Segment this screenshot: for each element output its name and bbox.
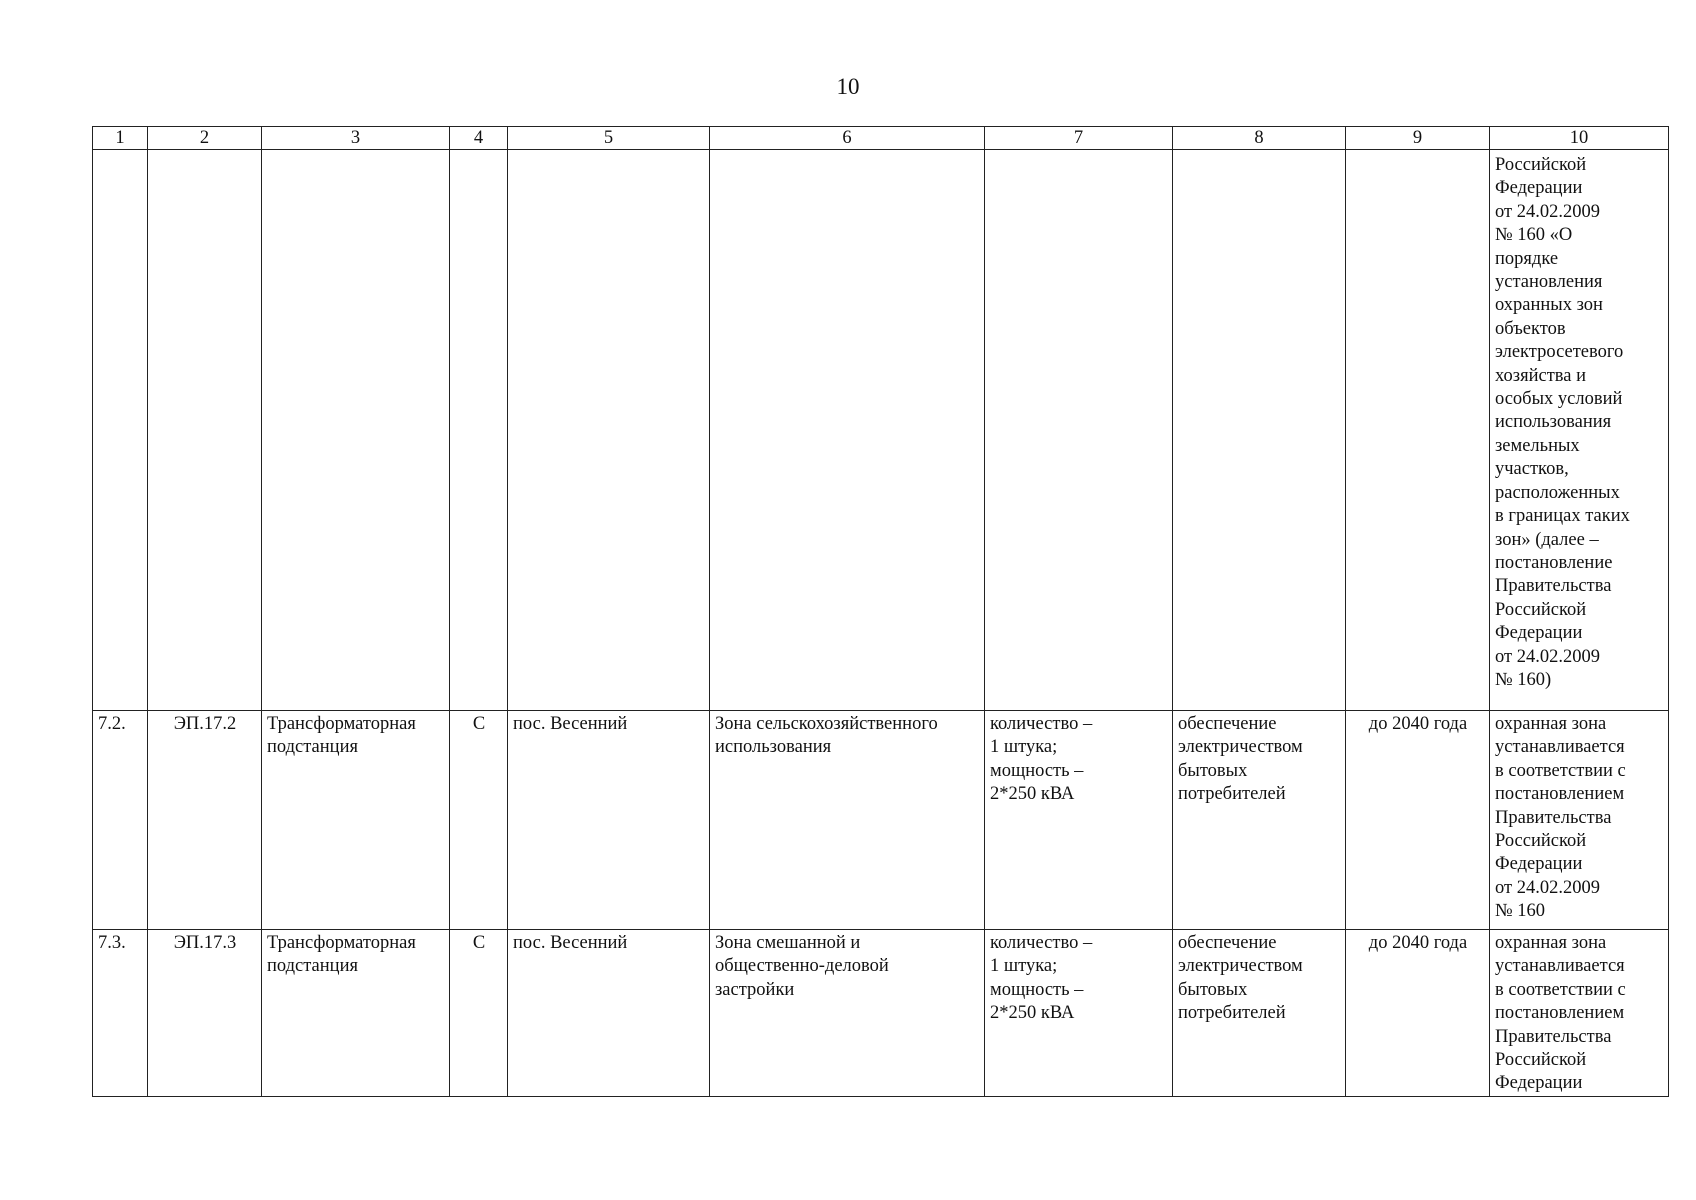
term-cell: до 2040 года	[1346, 930, 1490, 1097]
purpose-cell: обеспечение электричеством бытовых потребителей	[1173, 711, 1346, 930]
column-header-6: 6	[710, 127, 985, 150]
table-cell	[93, 150, 148, 711]
object-code-cell: ЭП.17.2	[148, 711, 262, 930]
zone-cell: Зона сельскохозяйственного использования	[710, 711, 985, 930]
table-cell	[148, 150, 262, 711]
table-cell	[450, 150, 508, 711]
column-header-4: 4	[450, 127, 508, 150]
location-cell: пос. Весенний	[508, 711, 710, 930]
table-row	[93, 711, 1669, 930]
table-cell	[710, 150, 985, 711]
header-row	[93, 127, 1669, 150]
column-header-7: 7	[985, 127, 1173, 150]
characteristics-cell: количество – 1 штука; мощность – 2*250 кВА	[985, 930, 1173, 1097]
column-header-10: 10	[1490, 127, 1669, 150]
note-cell: охранная зона устанавливается в соответствии с постановлением Правительства Российской Федерации от 24.02.2009 № 160	[1490, 711, 1669, 930]
note-cell: Российской Федерации от 24.02.2009 № 160 «О порядке установления охранных зон объектов электросетевого хозяйства и особых условий использования земельных участков, расположенных в границах таких зон» (далее – постановление Правительства Российской Федерации от 24.02.2009 № 160)	[1490, 150, 1669, 711]
row-number-cell: 7.2.	[93, 711, 148, 930]
page-number: 10	[836, 74, 860, 99]
table-cell	[262, 150, 450, 711]
status-cell: С	[450, 930, 508, 1097]
purpose-cell: обеспечение электричеством бытовых потребителей	[1173, 930, 1346, 1097]
table-cell	[1346, 150, 1490, 711]
table-cell	[985, 150, 1173, 711]
column-header-5: 5	[508, 127, 710, 150]
term-cell: до 2040 года	[1346, 711, 1490, 930]
column-header-3: 3	[262, 127, 450, 150]
objects-table	[92, 126, 1669, 1097]
row-number-cell: 7.3.	[93, 930, 148, 1097]
column-header-8: 8	[1173, 127, 1346, 150]
column-header-1: 1	[93, 127, 148, 150]
characteristics-cell: количество – 1 штука; мощность – 2*250 кВА	[985, 711, 1173, 930]
note-cell: охранная зона устанавливается в соответствии с постановлением Правительства Российской Федерации	[1490, 930, 1669, 1097]
continuation-row	[93, 150, 1669, 711]
table-row	[93, 930, 1669, 1097]
location-cell: пос. Весенний	[508, 930, 710, 1097]
object-code-cell: ЭП.17.3	[148, 930, 262, 1097]
table-cell	[508, 150, 710, 711]
zone-cell: Зона смешанной и общественно-деловой застройки	[710, 930, 985, 1097]
column-header-2: 2	[148, 127, 262, 150]
status-cell: С	[450, 711, 508, 930]
object-name-cell: Трансформаторная подстанция	[262, 711, 450, 930]
table-cell	[1173, 150, 1346, 711]
column-header-9: 9	[1346, 127, 1490, 150]
object-name-cell: Трансформаторная подстанция	[262, 930, 450, 1097]
